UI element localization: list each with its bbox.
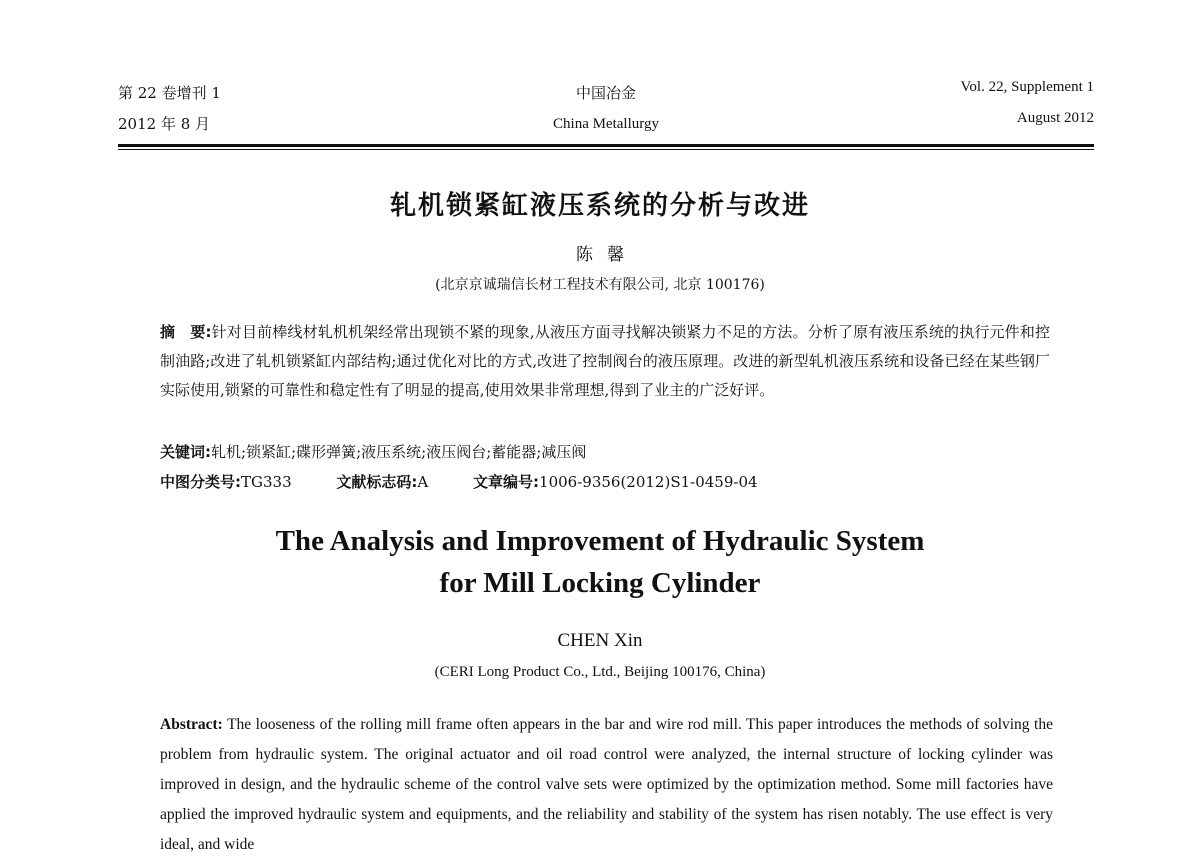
chinese-keywords <box>160 441 1050 463</box>
clc-label: 中图分类号: <box>160 473 241 491</box>
english-abstract-label: Abstract: <box>160 716 223 733</box>
header-rule-thick <box>118 144 1094 147</box>
journal-name-en: China Metallurgy <box>553 116 659 132</box>
chinese-affiliation: (北京京诚瑞信长材工程技术有限公司, 北京 100176) <box>435 277 765 293</box>
keywords-label: 关键词: <box>160 443 211 461</box>
english-title-line1: The Analysis and Improvement of Hydraulic System <box>275 525 925 557</box>
article-number <box>473 471 758 493</box>
chinese-abstract <box>160 318 1050 405</box>
header-left <box>118 84 221 133</box>
clc-number <box>160 471 292 493</box>
english-abstract <box>160 710 1053 860</box>
keywords-text: 轧机;锁紧缸;碟形弹簧;液压系统;液压阀台;蓄能器;减压阀 <box>211 443 587 461</box>
english-title <box>0 520 1200 604</box>
article-number-label: 文章编号: <box>473 473 540 491</box>
chinese-author: 陈馨 <box>576 245 638 265</box>
header-rule-thin <box>118 149 1094 150</box>
classification-line <box>160 471 1050 493</box>
english-abstract-text: The looseness of the rolling mill frame often appears in the bar and wire rod mill. This paper introduces the methods of solving the problem from hydraulic system. The original actuator and oil road control were analyzed, the internal structure of locking cylinder was improved in design, and the hydraulic scheme of the control valve sets were optimized by the optimization method. Some mill factories have applied the improved hydraulic system and equipments, and the reliability and stability of the system has risen notably. The use effect is very ideal, and wide <box>160 716 1053 853</box>
chinese-title: 轧机锁紧缸液压系统的分析与改进 <box>389 191 810 221</box>
journal-name-cn: 中国冶金 <box>575 84 636 102</box>
article-number-value: 1006-9356(2012)S1-0459-04 <box>539 473 758 491</box>
english-title-line2: for Mill Locking Cylinder <box>439 567 761 599</box>
document-code-value: A <box>417 473 429 491</box>
chinese-abstract-text: 针对目前棒线材轧机机架经常出现锁不紧的现象,从液压方面寻找解决锁紧力不足的方法。分析了原有液压系统的执行元件和控制油路;改进了轧机锁紧缸内部结构;通过优化对比的方式,改进了控制阀台的液压原理。改进的新型轧机液压系统和设备已经在某些钢厂实际使用,锁紧的可靠性和稳定性有了明显的提高,使用效果非常理想,得到了业主的广泛好评。 <box>160 323 1050 399</box>
chinese-abstract-label: 摘 要: <box>160 323 212 341</box>
document-code <box>336 471 428 493</box>
clc-value: TG333 <box>241 473 292 491</box>
volume-issue-en: Vol. 22, Supplement 1 <box>960 79 1094 95</box>
volume-issue-cn: 第 22 卷增刊 1 <box>118 84 221 102</box>
header-right <box>961 78 1094 127</box>
date-en: August 2012 <box>1016 110 1094 126</box>
header-center <box>500 84 712 133</box>
english-author: CHEN Xin <box>557 630 643 651</box>
english-affiliation: (CERI Long Product Co., Ltd., Beijing 100176, China) <box>434 664 766 680</box>
date-cn: 2012 年 8 月 <box>118 115 211 133</box>
document-code-label: 文献标志码: <box>336 473 418 491</box>
